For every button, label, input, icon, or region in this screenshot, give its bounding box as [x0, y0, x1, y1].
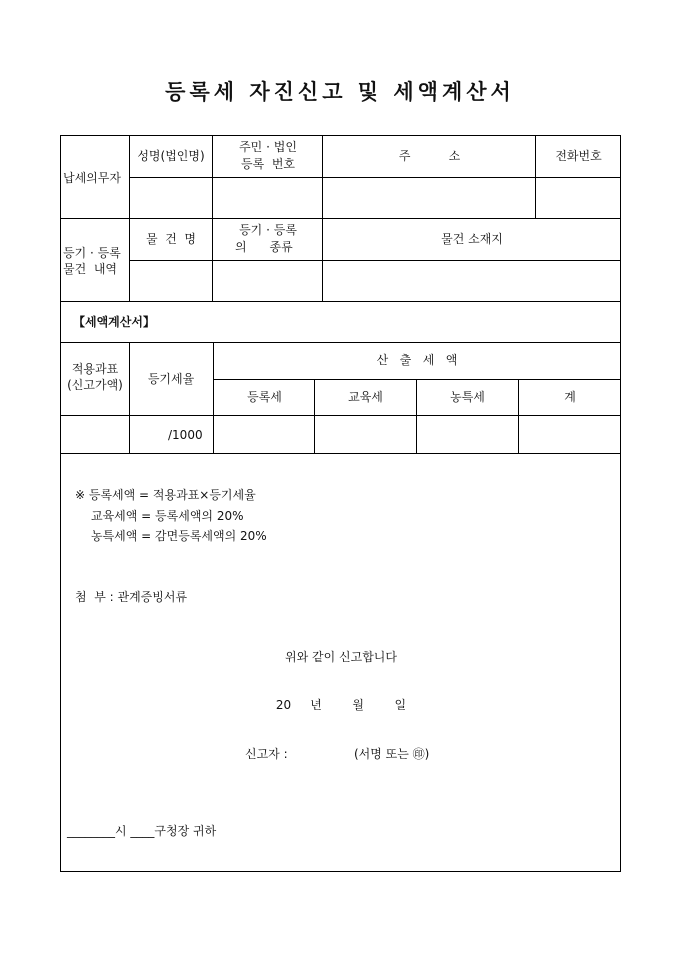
line-calc-body-bottom — [61, 453, 621, 454]
col-type-header-line2: 의 종류 — [235, 240, 293, 254]
property-row-label-line1: 등기 · 등록 — [63, 246, 121, 260]
property-row-label-line2: 물건 내역 — [63, 262, 117, 276]
col-base-header-line2: (신고가액) — [67, 378, 123, 392]
note-line-2: 교육세액 = 등록세액의 20% — [91, 509, 244, 523]
tax-calc-section-title: 【세액계산서】 — [73, 315, 155, 329]
note-line-3: 농특세액 = 감면등록세액의 20% — [91, 529, 267, 543]
col-base-header-line1: 적용과표 — [71, 362, 119, 376]
attachment-text: 첨 부 : 관계증빙서류 — [75, 590, 188, 604]
line-taxpayer-mid — [129, 177, 621, 178]
col-reg-tax-header: 등록세 — [247, 390, 282, 404]
line-calc-header-bottom — [61, 342, 621, 343]
col-type-header-line1: 등기 · 등록 — [239, 223, 297, 237]
signature-hint: (서명 또는 ㊞) — [354, 747, 430, 761]
col-rural-tax-header: 농특세 — [450, 390, 485, 404]
form-frame — [60, 135, 621, 872]
date-line: 20 년 월 일 — [275, 698, 407, 712]
col-id-header-line2: 등록 번호 — [241, 157, 295, 171]
line-calc-head-bottom — [61, 415, 621, 416]
col-rate-header: 등기세율 — [147, 372, 195, 386]
rate-value-cell: /1000 — [168, 428, 203, 442]
col-address-header: 주 소 — [398, 149, 461, 163]
col-location-header: 물건 소재지 — [441, 232, 503, 246]
col-name-header: 성명(법인명) — [137, 149, 205, 163]
line-property-bottom — [61, 301, 621, 302]
note-line-1: ※ 등록세액 = 적용과표×등기세율 — [75, 488, 256, 502]
col-item-name-header: 물 건 명 — [145, 232, 197, 246]
line-property-mid — [129, 260, 621, 261]
col-phone-header: 전화번호 — [555, 149, 602, 163]
line-calc-group-bottom — [213, 379, 621, 380]
reporter-label: 신고자 : — [245, 747, 288, 761]
col-id-header-line1: 주민 · 법인 — [239, 140, 297, 154]
addressee-line: ________시 ____구청장 귀하 — [67, 824, 217, 838]
line-taxpayer-bottom — [61, 218, 621, 219]
col-total-header: 계 — [564, 390, 576, 404]
col-calc-group-header: 산 출 세 액 — [376, 353, 458, 367]
vline-calc-1 — [129, 342, 130, 453]
col-edu-tax-header: 교육세 — [348, 390, 383, 404]
taxpayer-row-label: 납세의무자 — [63, 171, 121, 185]
document-title: 등록세 자진신고 및 세액계산서 — [165, 79, 515, 104]
declaration-text: 위와 같이 신고합니다 — [285, 650, 397, 664]
